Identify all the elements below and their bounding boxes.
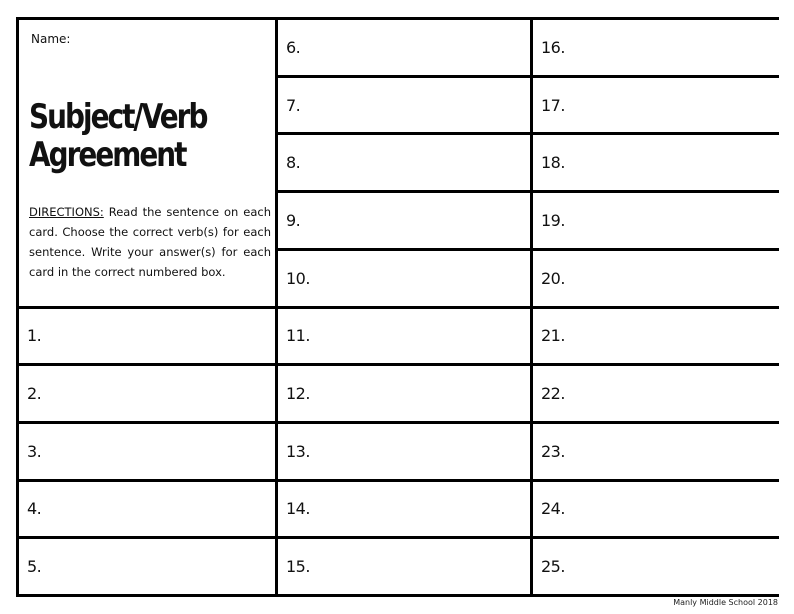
answer-box-2[interactable]: [19, 366, 275, 421]
answer-box-20[interactable]: [533, 251, 782, 306]
answer-box-9[interactable]: [278, 193, 530, 248]
box-number: 20.: [541, 268, 565, 288]
box-number: 13.: [286, 441, 310, 461]
answer-box-18[interactable]: [533, 135, 782, 190]
answer-box-1[interactable]: [19, 309, 275, 364]
info-panel: [19, 20, 275, 306]
answer-box-10[interactable]: [278, 251, 530, 306]
box-number: 10.: [286, 268, 310, 288]
box-number: 8.: [286, 153, 301, 173]
box-number: 16.: [541, 37, 565, 57]
box-number: 4.: [27, 499, 42, 519]
answer-box-17[interactable]: [533, 78, 782, 133]
box-number: 15.: [286, 557, 310, 577]
answer-box-22[interactable]: [533, 366, 782, 421]
answer-box-5[interactable]: [19, 539, 275, 594]
box-number: 25.: [541, 557, 565, 577]
answer-box-11[interactable]: [278, 309, 530, 364]
box-number: 18.: [541, 153, 565, 173]
answer-box-7[interactable]: [278, 78, 530, 133]
directions-text: [29, 202, 271, 282]
box-number: 19.: [541, 210, 565, 230]
answer-box-3[interactable]: [19, 424, 275, 479]
box-number: 21.: [541, 326, 565, 346]
box-number: 23.: [541, 441, 565, 461]
directions-label: DIRECTIONS:: [29, 205, 104, 219]
answer-box-12[interactable]: [278, 366, 530, 421]
answer-box-8[interactable]: [278, 135, 530, 190]
box-number: 1.: [27, 326, 42, 346]
box-number: 14.: [286, 499, 310, 519]
footer-credit: Manly Middle School 2018: [673, 598, 778, 607]
answer-box-23[interactable]: [533, 424, 782, 479]
answer-box-15[interactable]: [278, 539, 530, 594]
answer-box-6[interactable]: [278, 20, 530, 75]
answer-box-21[interactable]: [533, 309, 782, 364]
box-number: 2.: [27, 384, 42, 404]
box-number: 11.: [286, 326, 310, 346]
title-line-1: Subject/Verb: [29, 97, 207, 137]
box-number: 17.: [541, 95, 565, 115]
box-number: 6.: [286, 37, 301, 57]
box-number: 12.: [286, 384, 310, 404]
box-number: 5.: [27, 557, 42, 577]
box-number: 24.: [541, 499, 565, 519]
title-line-2: Agreement: [29, 135, 186, 175]
answer-box-13[interactable]: [278, 424, 530, 479]
answer-box-4[interactable]: [19, 482, 275, 537]
name-label: Name:: [31, 32, 71, 46]
answer-box-25[interactable]: [533, 539, 782, 594]
answer-box-24[interactable]: [533, 482, 782, 537]
box-number: 9.: [286, 210, 301, 230]
answer-box-14[interactable]: [278, 482, 530, 537]
worksheet-title: [29, 98, 226, 174]
box-number: 22.: [541, 384, 565, 404]
answer-sheet-grid: [16, 17, 779, 597]
answer-box-16[interactable]: [533, 20, 782, 75]
box-number: 3.: [27, 441, 42, 461]
box-number: 7.: [286, 95, 301, 115]
directions-body: Read the sentence on each card. Choose the correct verb(s) for each sentence. Write your answer(s) for each card in the correct numbered box.: [29, 205, 271, 279]
answer-box-19[interactable]: [533, 193, 782, 248]
